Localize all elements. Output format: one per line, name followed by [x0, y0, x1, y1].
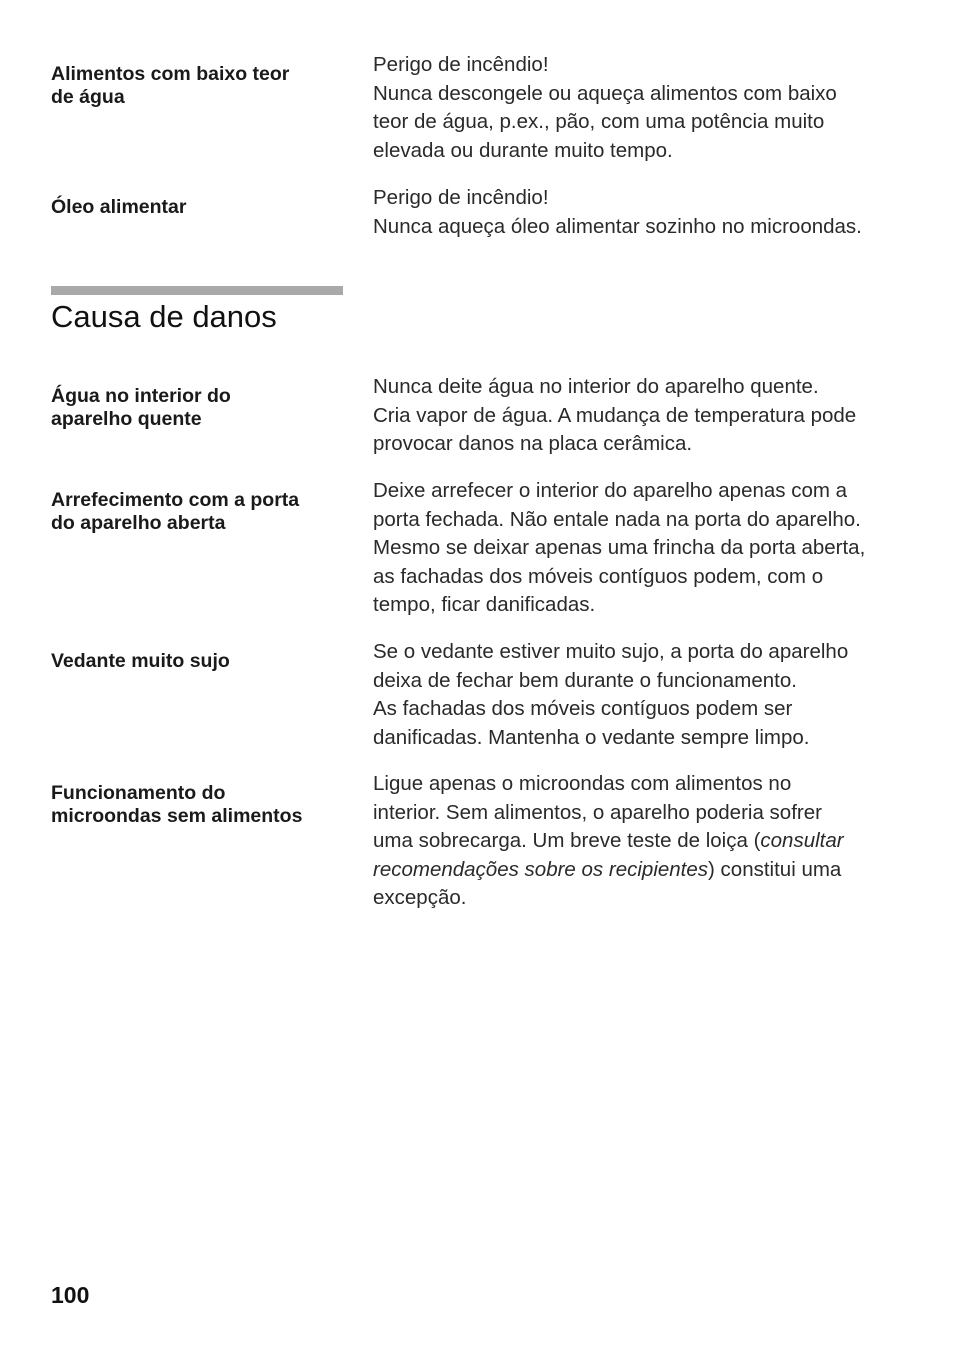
entry-label: Funcionamento do microondas sem alimentos — [51, 782, 303, 827]
entry-text: Se o vedante estiver muito sujo, a porta do aparelho deixa de fechar bem durante o funcionamento. As fachadas dos móveis contíguos podem ser danificadas. Mantenha o vedante sempre limpo. — [373, 640, 849, 749]
section-divider-bar — [51, 286, 343, 295]
entry-text: Perigo de incêndio! Nunca descongele ou aqueça alimentos com baixo teor de água, p.ex., pão, com uma potência muito elevada ou durante muito tempo. — [373, 53, 837, 162]
entry-label: Arrefecimento com a porta do aparelho aberta — [51, 489, 300, 534]
entry-label: Óleo alimentar — [51, 196, 187, 218]
entry-text: Deixe arrefecer o interior do aparelho apenas com a porta fechada. Não entale nada na porta do aparelho. Mesmo se deixar apenas uma frincha da porta aberta, as fachadas dos móveis contíguos podem, com o tempo, ficar danificadas. — [373, 479, 866, 616]
entry-text: Ligue apenas o microondas com alimentos no interior. Sem alimentos, o aparelho poderia sofrer uma sobrecarga. Um breve teste de loiça (consultar recomendações sobre os recipientes) constitui uma excepção. — [373, 772, 844, 909]
page-number: 100 — [51, 1282, 90, 1308]
entry-label: Vedante muito sujo — [51, 650, 230, 672]
entry-text: Nunca deite água no interior do aparelho quente. Cria vapor de água. A mudança de temperatura pode provocar danos na placa cerâmica. — [373, 375, 857, 455]
entry-label: Alimentos com baixo teor de água — [51, 63, 290, 108]
entry-text: Perigo de incêndio! Nunca aqueça óleo alimentar sozinho no microondas. — [373, 186, 862, 238]
section-title: Causa de danos — [51, 299, 277, 334]
entry-label: Água no interior do aparelho quente — [51, 385, 231, 430]
